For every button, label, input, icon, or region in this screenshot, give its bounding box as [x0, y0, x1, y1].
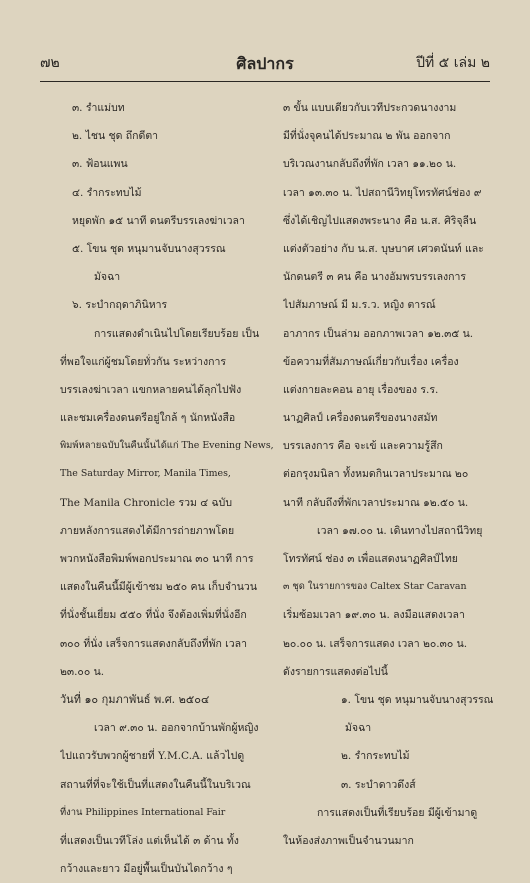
right-column-line: แต่งตัวอย่าง กับ น.ส. บุษบาศ เศวตนันท์ และ: [283, 242, 484, 255]
left-column-line: ๒๓.๐๐ น.: [60, 665, 105, 678]
right-column-line: เวลา ๑๗.๐๐ น. เดินทางไปสถานีวิทยุ: [317, 524, 483, 537]
right-column-line: ไปสัมภาษณ์ มี ม.ร.ว. หญิง ตารณ์: [283, 299, 436, 312]
page-number: ๗๒: [40, 55, 60, 71]
running-header: [40, 52, 490, 76]
volume-issue: ปีที่ ๕ เล่ม ๒: [416, 55, 490, 71]
left-column-line: The Manila Chronicle รวม ๔ ฉบับ: [60, 496, 233, 509]
left-column-line: The Saturday Mirror, Manila Times,: [60, 468, 231, 480]
left-column-line: กว้างและยาว มีอยู่พื้นเป็นบันไดกว้าง ๆ: [60, 863, 233, 876]
right-column-line: โทรทัศน์ ช่อง ๓ เพื่อแสดงนาฏศิลป์ไทย: [283, 553, 458, 565]
left-column-line: แสดงในคืนนี้มีผู้เข้าชม ๒๕๐ คน เก็บจำนวน: [60, 581, 257, 594]
right-column-line: ซึ่งได้เชิญไปแสดงพระนาง คือ น.ส. ศิริจุลีน: [283, 214, 477, 227]
left-column-line: และชมเครื่องดนตรีอยู่ใกล้ ๆ นักหนังสือ: [60, 412, 236, 425]
right-column-line: ๒. รำกระทบไม้: [341, 750, 410, 763]
right-column-line: นาที กลับถึงที่พักเวลาประมาณ ๑๒.๕๐ น.: [283, 496, 469, 509]
right-column-line: ๓. ระบำดาวดึงส์: [341, 778, 416, 791]
left-column-line: ที่พอใจแก่ผู้ชมโดยทั่วกัน ระหว่างการ: [60, 355, 227, 368]
right-column-line: ดังรายการแสดงต่อไปนี้: [283, 665, 388, 678]
right-column-line: ข้อความที่สัมภาษณ์เกี่ยวกับเรื่อง เครื่อง: [283, 355, 459, 368]
left-column-line: ๓. รำแม่บท: [72, 102, 125, 114]
left-column-line: มัจฉา: [94, 271, 121, 284]
left-column-line: พิมพ์หลายฉบับในคืนนั้นได้แก่ The Evening News,: [60, 440, 274, 452]
left-column-line: เวลา ๙.๓๐ น. ออกจากบ้านพักผู้หญิง: [94, 722, 259, 735]
left-column-line: พวกหนังสือพิมพ์พอกประมาณ ๓๐ นาที การ: [60, 553, 254, 565]
right-column-line: แต่งกายละคอน อายุ เรื่องของ ร.ร.: [283, 383, 439, 396]
left-column-line: ๔. รำกระทบไม้: [72, 186, 142, 199]
left-column-line: สถานที่ที่จะใช้เป็นที่แสดงในคืนนี้ในบริเวณ: [60, 778, 251, 791]
left-column-line: ๓๐๐ ที่นั่ง เสร็จการแสดงกลับถึงที่พัก เวลา: [60, 637, 247, 650]
right-column-line: ในห้องส่งภาพเป็นจำนวนมาก: [283, 834, 414, 847]
left-column: [60, 94, 282, 883]
right-column-line: การแสดงเป็นที่เรียบร้อย มีผู้เข้ามาดู: [317, 806, 478, 819]
left-column-line: ภายหลังการแสดงได้มีการถ่ายภาพโดย: [60, 524, 235, 537]
left-column-line: ที่นั่งชั้นเยี่ยม ๕๕๐ ที่นั่ง จึงต้องเพิ่มที่นั่งอีก: [60, 609, 247, 622]
right-column-line: บรรเลงการ คือ จะเข้ และความรู้สึก: [283, 440, 443, 453]
right-column-line: นักดนตรี ๓ คน คือ นางอัมพรบรรเลงการ: [283, 271, 467, 284]
right-column-line: เริ่มซ้อมเวลา ๑๙.๓๐ น. ลงมือแสดงเวลา: [283, 609, 465, 622]
left-column-line: หยุดพัก ๑๕ นาที ดนตรีบรรเลงฆ่าเวลา: [72, 214, 245, 227]
right-column-line: มัจฉา: [345, 722, 372, 735]
left-column-line: ๖. ระบำกฤดาภินิหาร: [72, 299, 168, 312]
right-column-line: อาภากร เป็นล่าม ออกภาพเวลา ๑๒.๓๕ น.: [283, 327, 474, 340]
right-column-line: มีที่นั่งจุคนได้ประมาณ ๒ พัน ออกจาก: [283, 130, 451, 143]
right-column-line: ๓ ขั้น แบบเดียวกับเวทีประกวดนางงาม: [283, 102, 457, 114]
left-column-line: ๕. โขน ชุด หนุมานจับนางสุวรรณ: [72, 242, 226, 255]
right-column-line: ๓ ชุด ในรายการของ Caltex Star Caravan: [283, 581, 467, 593]
left-column-line: บรรเลงฆ่าเวลา แขกหลายคนได้ลุกไปฟัง: [60, 383, 242, 396]
journal-title: ศิลปากร: [236, 54, 294, 73]
right-column-line: บริเวณงานกลับถึงที่พัก เวลา ๑๑.๒๐ น.: [283, 158, 457, 171]
left-column-line: ที่แสดงเป็นเวทีโล่ง แต่เห็นได้ ๓ ด้าน ทั้ง: [60, 834, 239, 847]
left-column-line: ๒. ไชน ชุด ถึกดีตา: [72, 130, 159, 143]
left-column-line: ที่งาน Philippines International Fair: [60, 806, 226, 818]
left-column-line: ไปแถวรับพวกผู้ชายที่ Y.M.C.A. แล้วไปดู: [60, 750, 245, 763]
right-column-line: นาฏศิลป์ เครื่องดนตรีของนางสมัท: [283, 412, 438, 425]
right-column: [283, 94, 505, 855]
left-column-line: การแสดงดำเนินไปโดยเรียบร้อย เป็น: [94, 327, 260, 340]
header-rule: [40, 81, 490, 82]
left-column-line: ๓. ฟ้อนแพน: [72, 158, 128, 171]
left-column-line: วันที่ ๑๐ กุมภาพันธ์ พ.ศ. ๒๕๐๔: [60, 692, 210, 706]
right-column-line: ต่อกรุงมนิลา ทั้งหมดกินเวลาประมาณ ๒๐: [283, 468, 469, 481]
right-column-line: เวลา ๑๓.๓๐ น. ไปสถานีวิทยุโทรทัศน์ช่อง ๙: [283, 186, 482, 199]
right-column-line: ๒๐.๐๐ น. เสร็จการแสดง เวลา ๒๐.๓๐ น.: [283, 637, 468, 650]
right-column-line: ๑. โขน ชุด หนุมานจับนางสุวรรณ: [341, 693, 494, 706]
